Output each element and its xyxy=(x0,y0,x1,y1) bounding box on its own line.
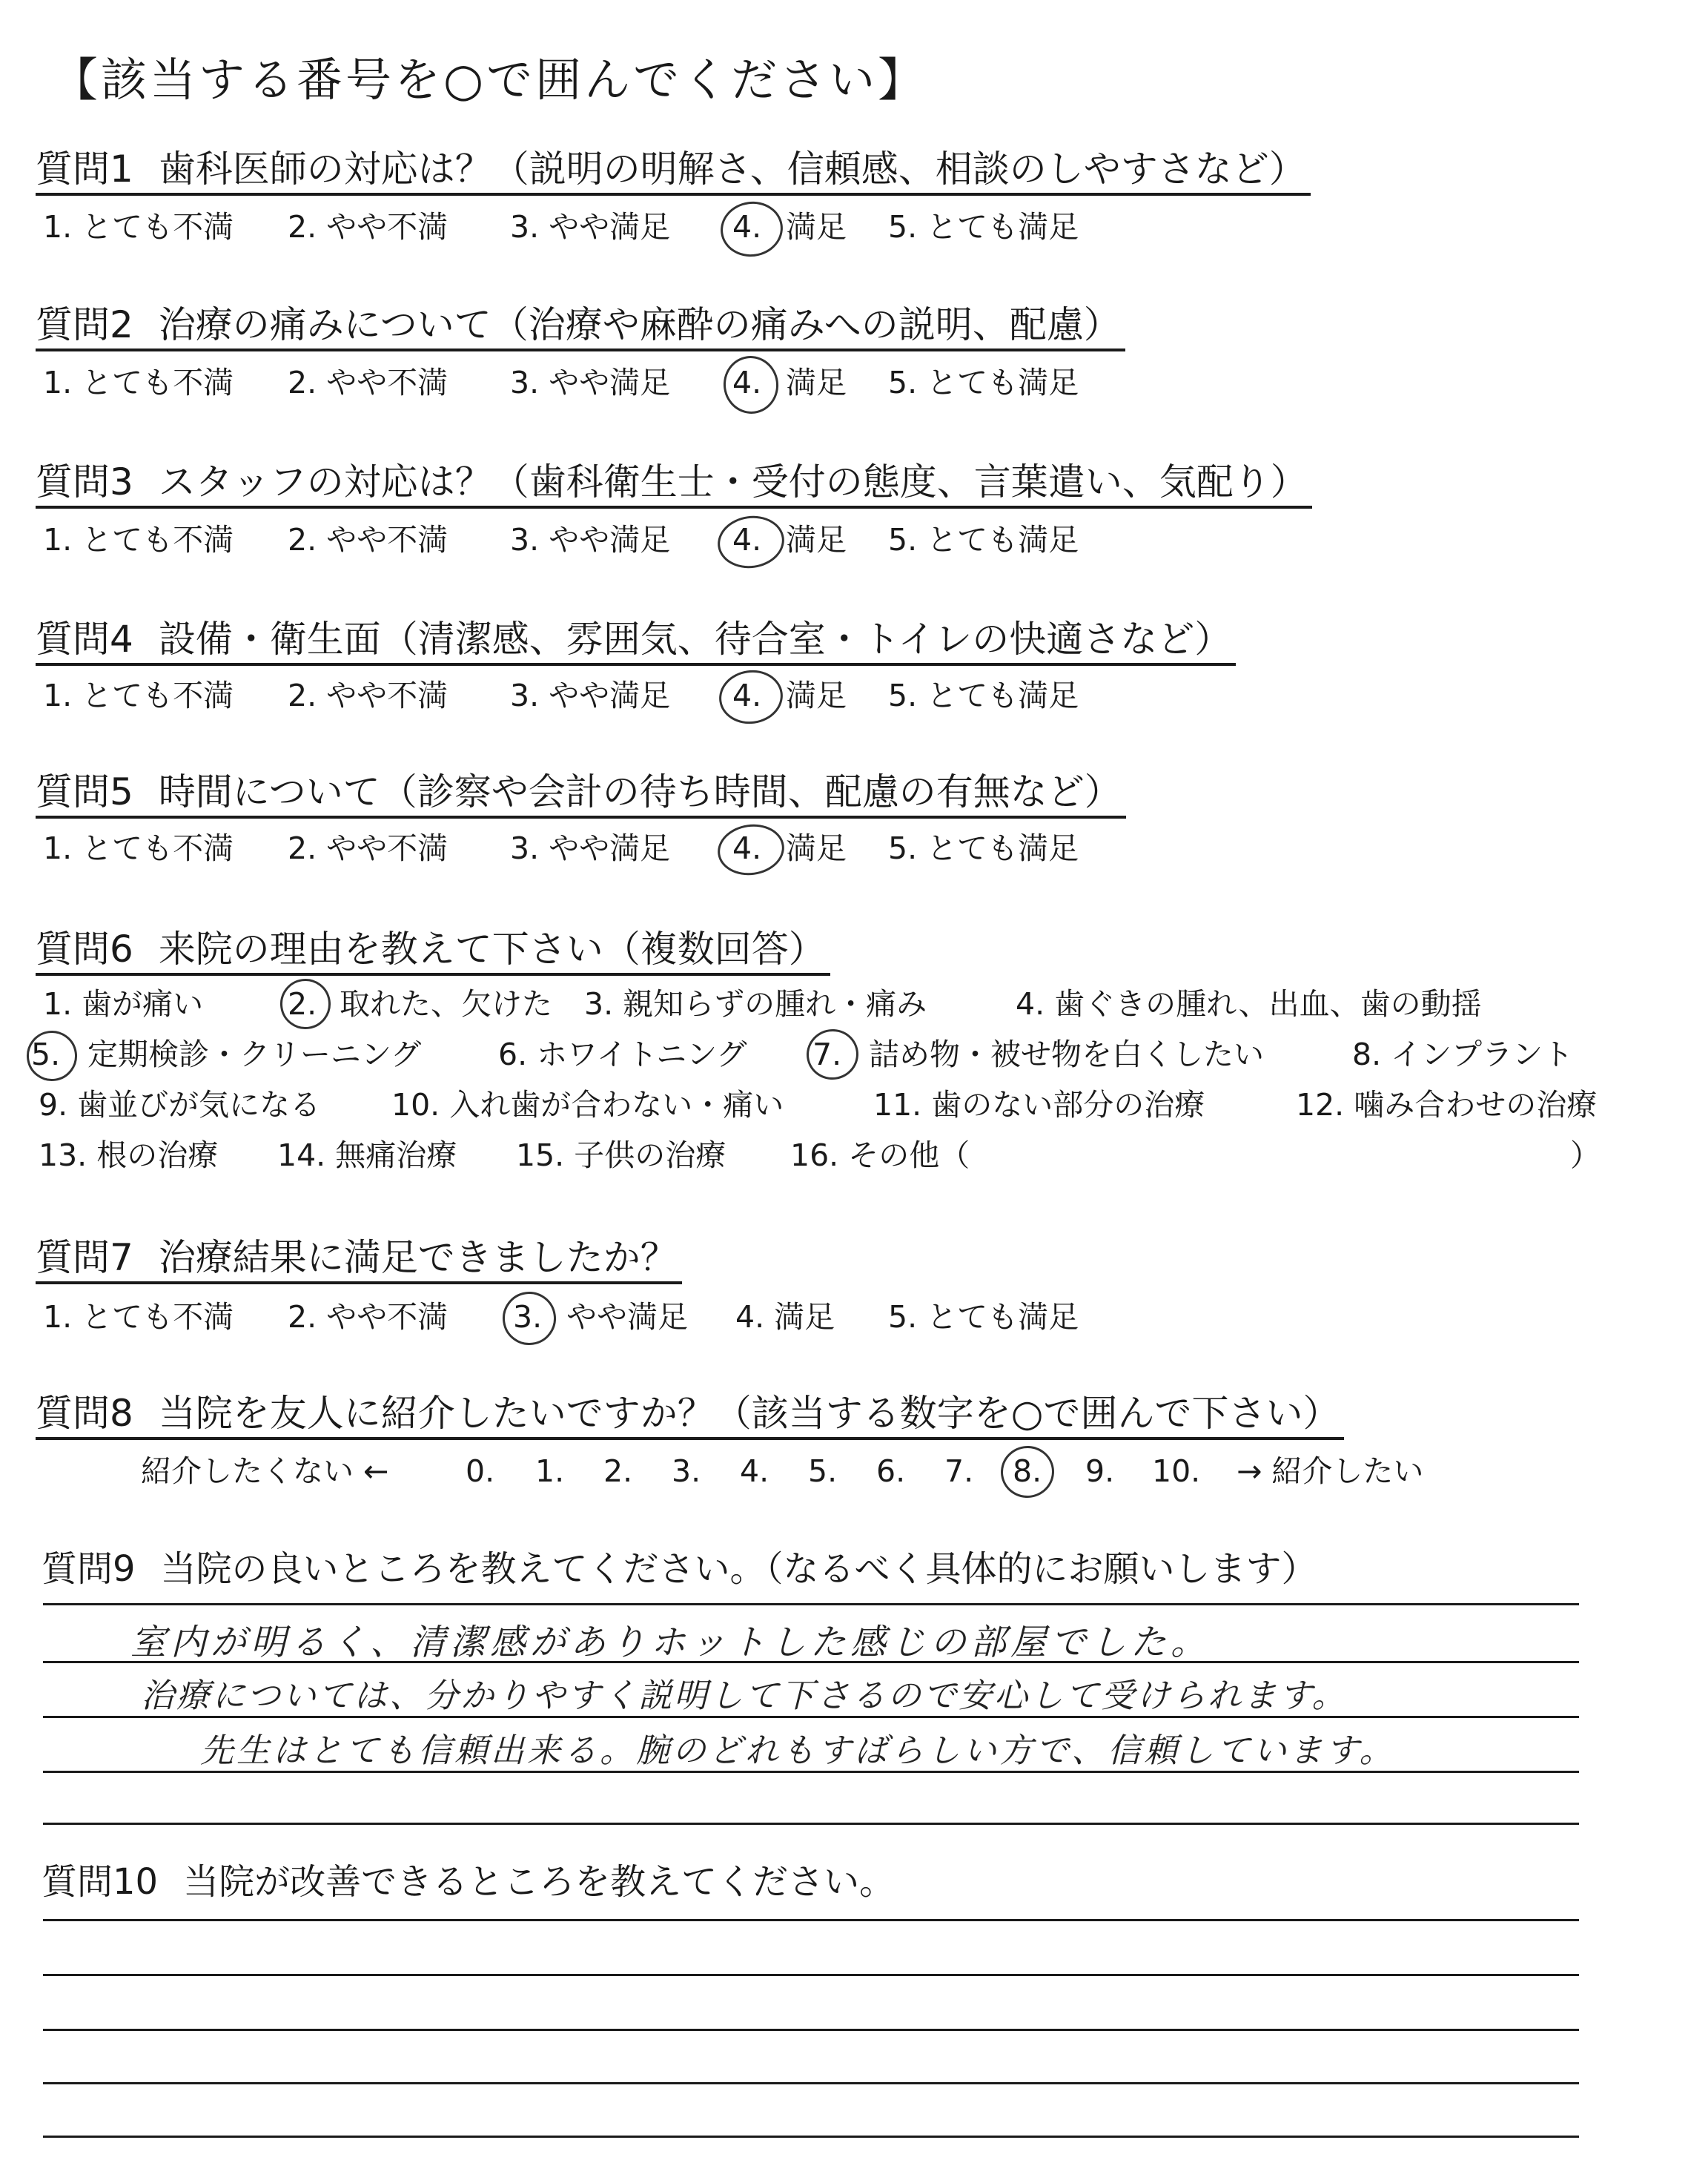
q6-other-close-paren: ） xyxy=(1570,1137,1601,1173)
question-7-number: 質問7 xyxy=(36,1236,133,1279)
question-9-text: 当院の良いところを教えてください。（なるべく具体的にお願いします） xyxy=(160,1548,1317,1590)
q6-option-7[interactable]: 7. xyxy=(812,1037,842,1072)
question-5 xyxy=(36,768,1126,819)
question-1-text: 歯科医師の対応は？（説明の明解さ、信頼感、相談のしやすさなど） xyxy=(158,148,1306,191)
q8-left-label: 紹介したくない ← xyxy=(141,1453,389,1489)
q2-option-1[interactable]: 1. とても不満 xyxy=(43,365,234,400)
q5-option-4[interactable]: 4. xyxy=(732,830,762,866)
question-5-text: 時間について（診察や会計の待ち時間、配慮の有無など） xyxy=(158,770,1122,813)
question-8 xyxy=(36,1390,1344,1440)
question-1 xyxy=(36,145,1311,196)
q6-option-2-label: 取れた、欠けた xyxy=(340,986,552,1022)
question-3-number: 質問3 xyxy=(36,460,133,503)
question-6-text: 来院の理由を教えて下さい（複数回答） xyxy=(158,928,826,971)
question-7 xyxy=(36,1234,682,1284)
q8-score-10[interactable]: 10. xyxy=(1152,1453,1201,1489)
selected-circle xyxy=(715,820,788,879)
question-6 xyxy=(36,925,830,976)
q3-option-1[interactable]: 1. とても不満 xyxy=(43,522,234,558)
q7-option-5[interactable]: 5. とても満足 xyxy=(888,1299,1079,1335)
q2-option-4-label: 満足 xyxy=(786,365,847,400)
answer-line xyxy=(43,2136,1579,2138)
q6-option-5[interactable]: 5. xyxy=(31,1037,61,1072)
q6-option-4[interactable]: 4. 歯ぐきの腫れ、出血、歯の動揺 xyxy=(1016,986,1482,1022)
q8-score-3[interactable]: 3. xyxy=(672,1453,701,1489)
q6-option-2[interactable]: 2. xyxy=(288,986,317,1022)
answer-line xyxy=(43,1603,1579,1605)
question-10-number: 質問10 xyxy=(42,1861,159,1903)
q3-option-3[interactable]: 3. やや満足 xyxy=(510,522,671,558)
question-2-number: 質問2 xyxy=(36,303,133,346)
q2-option-4[interactable]: 4. xyxy=(732,365,762,400)
answer-line xyxy=(43,1919,1579,1921)
q2-option-5[interactable]: 5. とても満足 xyxy=(888,365,1079,400)
q5-option-5[interactable]: 5. とても満足 xyxy=(888,830,1079,866)
question-4-number: 質問4 xyxy=(36,618,133,661)
q8-score-7[interactable]: 7. xyxy=(944,1453,974,1489)
q1-option-3[interactable]: 3. やや満足 xyxy=(510,209,671,245)
q4-option-3[interactable]: 3. やや満足 xyxy=(510,678,671,713)
selected-circle xyxy=(997,1442,1057,1501)
question-3-text: スタッフの対応は？（歯科衛生士・受付の態度、言葉遣い、気配り） xyxy=(158,460,1308,503)
q6-option-9[interactable]: 9. 歯並びが気になる xyxy=(39,1087,321,1123)
q6-option-3[interactable]: 3. 親知らずの腫れ・痛み xyxy=(584,986,927,1022)
selected-circle xyxy=(277,976,334,1033)
q4-option-4[interactable]: 4. xyxy=(732,678,762,713)
selected-circle xyxy=(720,352,782,417)
q7-option-4[interactable]: 4. 満足 xyxy=(735,1299,835,1335)
q1-option-1[interactable]: 1. とても不満 xyxy=(43,209,234,245)
selected-circle xyxy=(717,198,786,261)
q6-option-10[interactable]: 10. 入れ歯が合わない・痛い xyxy=(391,1087,784,1123)
q3-option-2[interactable]: 2. やや不満 xyxy=(288,522,448,558)
q8-score-6[interactable]: 6. xyxy=(876,1453,906,1489)
q1-option-5[interactable]: 5. とても満足 xyxy=(888,209,1079,245)
q6-option-8[interactable]: 8. インプラント xyxy=(1352,1037,1574,1072)
q8-score-8[interactable]: 8. xyxy=(1013,1453,1042,1489)
q7-option-1[interactable]: 1. とても不満 xyxy=(43,1299,234,1335)
q6-option-5-label: 定期検診・クリーニング xyxy=(87,1037,422,1072)
question-2-text: 治療の痛みについて（治療や麻酔の痛みへの説明、配慮） xyxy=(158,303,1121,346)
q1-option-4[interactable]: 4. xyxy=(732,209,762,245)
question-7-text: 治療結果に満足できましたか？ xyxy=(158,1236,678,1279)
answer-line xyxy=(43,1974,1579,1976)
question-5-number: 質問5 xyxy=(36,770,133,813)
q6-option-11[interactable]: 11. 歯のない部分の治療 xyxy=(873,1087,1205,1123)
q5-option-2[interactable]: 2. やや不満 xyxy=(288,830,448,866)
q8-score-1[interactable]: 1. xyxy=(535,1453,565,1489)
question-10-text: 当院が改善できるところを教えてください。 xyxy=(183,1861,896,1903)
q6-option-1[interactable]: 1. 歯が痛い xyxy=(43,986,204,1022)
q6-option-15[interactable]: 15. 子供の治療 xyxy=(516,1137,726,1173)
handwritten-answer-line-3: 先生はとても信頼出来る。腕のどれもすばらしい方で、信頼しています。 xyxy=(200,1731,1396,1770)
q5-option-1[interactable]: 1. とても不満 xyxy=(43,830,234,866)
answer-line xyxy=(43,2082,1579,2084)
question-4-text: 設備・衛生面（清潔感、雰囲気、待合室・トイレの快適さなど） xyxy=(158,618,1232,661)
question-8-number: 質問8 xyxy=(36,1392,133,1435)
answer-line xyxy=(43,2029,1579,2031)
q5-option-3[interactable]: 3. やや満足 xyxy=(510,830,671,866)
q6-option-12[interactable]: 12. 噛み合わせの治療 xyxy=(1296,1087,1598,1123)
question-9-number: 質問9 xyxy=(42,1548,136,1590)
q7-option-3-label: やや満足 xyxy=(566,1299,688,1335)
q8-score-4[interactable]: 4. xyxy=(740,1453,769,1489)
q7-option-2[interactable]: 2. やや不満 xyxy=(288,1299,448,1335)
page-heading: 【該当する番号を○で囲んでください】 xyxy=(52,53,927,107)
question-3 xyxy=(36,458,1312,509)
q5-option-4-label: 満足 xyxy=(786,830,847,866)
question-10 xyxy=(42,1860,895,1904)
answer-line xyxy=(43,1823,1579,1825)
question-8-text: 当院を友人に紹介したいですか？（該当する数字を○で囲んで下さい） xyxy=(158,1392,1340,1435)
q3-option-4[interactable]: 4. xyxy=(732,522,762,558)
q4-option-5[interactable]: 5. とても満足 xyxy=(888,678,1079,713)
q2-option-2[interactable]: 2. やや不満 xyxy=(288,365,448,400)
q8-score-9[interactable]: 9. xyxy=(1085,1453,1115,1489)
q3-option-4-label: 満足 xyxy=(786,522,847,558)
q3-option-5[interactable]: 5. とても満足 xyxy=(888,522,1079,558)
q7-option-3[interactable]: 3. xyxy=(513,1299,543,1335)
q1-option-2[interactable]: 2. やや不満 xyxy=(288,209,448,245)
selected-circle xyxy=(715,666,786,727)
q4-option-1[interactable]: 1. とても不満 xyxy=(43,678,234,713)
question-4 xyxy=(36,615,1236,666)
question-1-number: 質問1 xyxy=(36,148,133,191)
q6-option-14[interactable]: 14. 無痛治療 xyxy=(277,1137,457,1173)
q4-option-2[interactable]: 2. やや不満 xyxy=(288,678,448,713)
q4-option-4-label: 満足 xyxy=(786,678,847,713)
question-2 xyxy=(36,301,1125,351)
question-9 xyxy=(42,1547,1317,1591)
q8-score-2[interactable]: 2. xyxy=(603,1453,633,1489)
q8-right-label: → 紹介したい xyxy=(1237,1453,1424,1489)
handwritten-answer-line-2: 治療については、分かりやすく説明して下さるので安心して受けられます。 xyxy=(141,1676,1348,1715)
q8-score-0[interactable]: 0. xyxy=(466,1453,495,1489)
q1-option-4-label: 満足 xyxy=(786,209,847,245)
q8-score-5[interactable]: 5. xyxy=(808,1453,838,1489)
q6-option-13[interactable]: 13. 根の治療 xyxy=(39,1137,219,1173)
q6-option-6[interactable]: 6. ホワイトニング xyxy=(498,1037,747,1072)
q6-option-7-label: 詰め物・被せ物を白くしたい xyxy=(869,1037,1264,1072)
q2-option-3[interactable]: 3. やや満足 xyxy=(510,365,671,400)
q6-option-16[interactable]: 16. その他（ xyxy=(790,1137,970,1173)
selected-circle xyxy=(499,1288,559,1348)
handwritten-answer-line-1: 室内が明るく、清潔感がありホットした感じの部屋でした。 xyxy=(130,1622,1211,1663)
selected-circle xyxy=(715,512,788,572)
question-6-number: 質問6 xyxy=(36,928,133,971)
